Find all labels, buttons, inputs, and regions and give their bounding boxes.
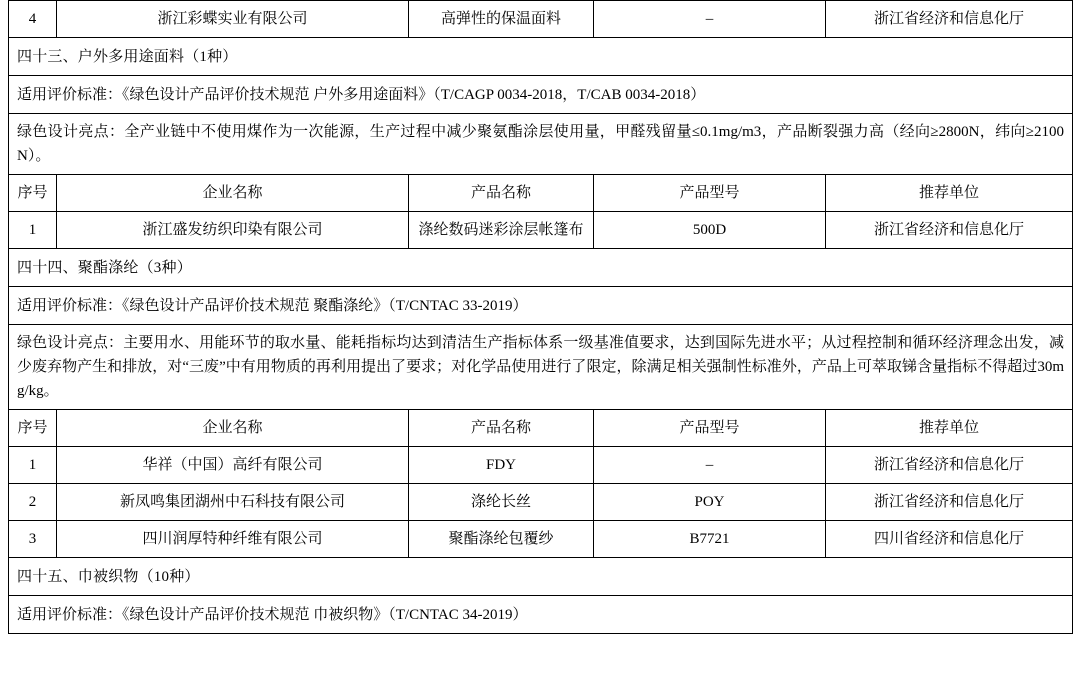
cell-product: 涤纶长丝	[409, 484, 594, 521]
cell-recommender: 浙江省经济和信息化厅	[826, 484, 1073, 521]
header-product: 产品名称	[409, 175, 594, 212]
cell-model: 500D	[594, 212, 826, 249]
cell-index: 1	[9, 447, 57, 484]
table-header-row	[9, 410, 1073, 447]
section-standard-row	[9, 76, 1073, 114]
header-recommender: 推荐单位	[826, 410, 1073, 447]
section-standard: 适用评价标准：《绿色设计产品评价技术规范 户外多用途面料》（T/CAGP 0034-2018，T/CAB 0034-2018）	[9, 76, 1073, 114]
cell-model: B7721	[594, 521, 826, 558]
cell-recommender: 浙江省经济和信息化厅	[826, 447, 1073, 484]
cell-model: –	[594, 447, 826, 484]
header-company: 企业名称	[57, 175, 409, 212]
cell-model: POY	[594, 484, 826, 521]
cell-company: 浙江彩蝶实业有限公司	[57, 1, 409, 38]
cell-index: 3	[9, 521, 57, 558]
section-standard-row	[9, 596, 1073, 634]
cell-index: 1	[9, 212, 57, 249]
section-highlight-row	[9, 325, 1073, 410]
section-title-row	[9, 558, 1073, 596]
cell-model: –	[594, 1, 826, 38]
cell-product: 聚酯涤纶包覆纱	[409, 521, 594, 558]
section-standard-row	[9, 287, 1073, 325]
cell-company: 四川润厚特种纤维有限公司	[57, 521, 409, 558]
section-title-row	[9, 249, 1073, 287]
section-title: 四十四、聚酯涤纶（3种）	[9, 249, 1073, 287]
section-highlight-row	[9, 114, 1073, 175]
section-highlight: 绿色设计亮点：主要用水、用能环节的取水量、能耗指标均达到清洁生产指标体系一级基准值要求，达到国际先进水平；从过程控制和循环经济理念出发，减少废弃物产生和排放，对“三废”中有用物质的再利用提出了要求；对化学品使用进行了限定，除满足相关强制性标准外，产品上可萃取锑含量指标不得超过30mg/kg。	[9, 325, 1073, 410]
header-recommender: 推荐单位	[826, 175, 1073, 212]
table-row	[9, 521, 1073, 558]
section-standard: 适用评价标准：《绿色设计产品评价技术规范 聚酯涤纶》（T/CNTAC 33-2019）	[9, 287, 1073, 325]
section-title: 四十五、巾被织物（10种）	[9, 558, 1073, 596]
table-row	[9, 447, 1073, 484]
section-title: 四十三、户外多用途面料（1种）	[9, 38, 1073, 76]
cell-product: 高弹性的保温面料	[409, 1, 594, 38]
cell-product: FDY	[409, 447, 594, 484]
header-index: 序号	[9, 175, 57, 212]
table-row	[9, 1, 1073, 38]
table-row	[9, 212, 1073, 249]
header-model: 产品型号	[594, 175, 826, 212]
header-product: 产品名称	[409, 410, 594, 447]
section-title-row	[9, 38, 1073, 76]
section-standard: 适用评价标准：《绿色设计产品评价技术规范 巾被织物》（T/CNTAC 34-2019）	[9, 596, 1073, 634]
cell-company: 浙江盛发纺织印染有限公司	[57, 212, 409, 249]
cell-recommender: 四川省经济和信息化厅	[826, 521, 1073, 558]
section-highlight: 绿色设计亮点：全产业链中不使用煤作为一次能源，生产过程中减少聚氨酯涂层使用量，甲醛残留量≤0.1mg/m3，产品断裂强力高（经向≥2800N，纬向≥2100N）。	[9, 114, 1073, 175]
cell-company: 新凤鸣集团湖州中石科技有限公司	[57, 484, 409, 521]
cell-product: 涤纶数码迷彩涂层帐篷布	[409, 212, 594, 249]
table-header-row	[9, 175, 1073, 212]
cell-recommender: 浙江省经济和信息化厅	[826, 212, 1073, 249]
cell-index: 4	[9, 1, 57, 38]
header-index: 序号	[9, 410, 57, 447]
cell-company: 华祥（中国）高纤有限公司	[57, 447, 409, 484]
cell-recommender: 浙江省经济和信息化厅	[826, 1, 1073, 38]
header-company: 企业名称	[57, 410, 409, 447]
cell-index: 2	[9, 484, 57, 521]
document-table	[8, 0, 1073, 634]
header-model: 产品型号	[594, 410, 826, 447]
table-row	[9, 484, 1073, 521]
